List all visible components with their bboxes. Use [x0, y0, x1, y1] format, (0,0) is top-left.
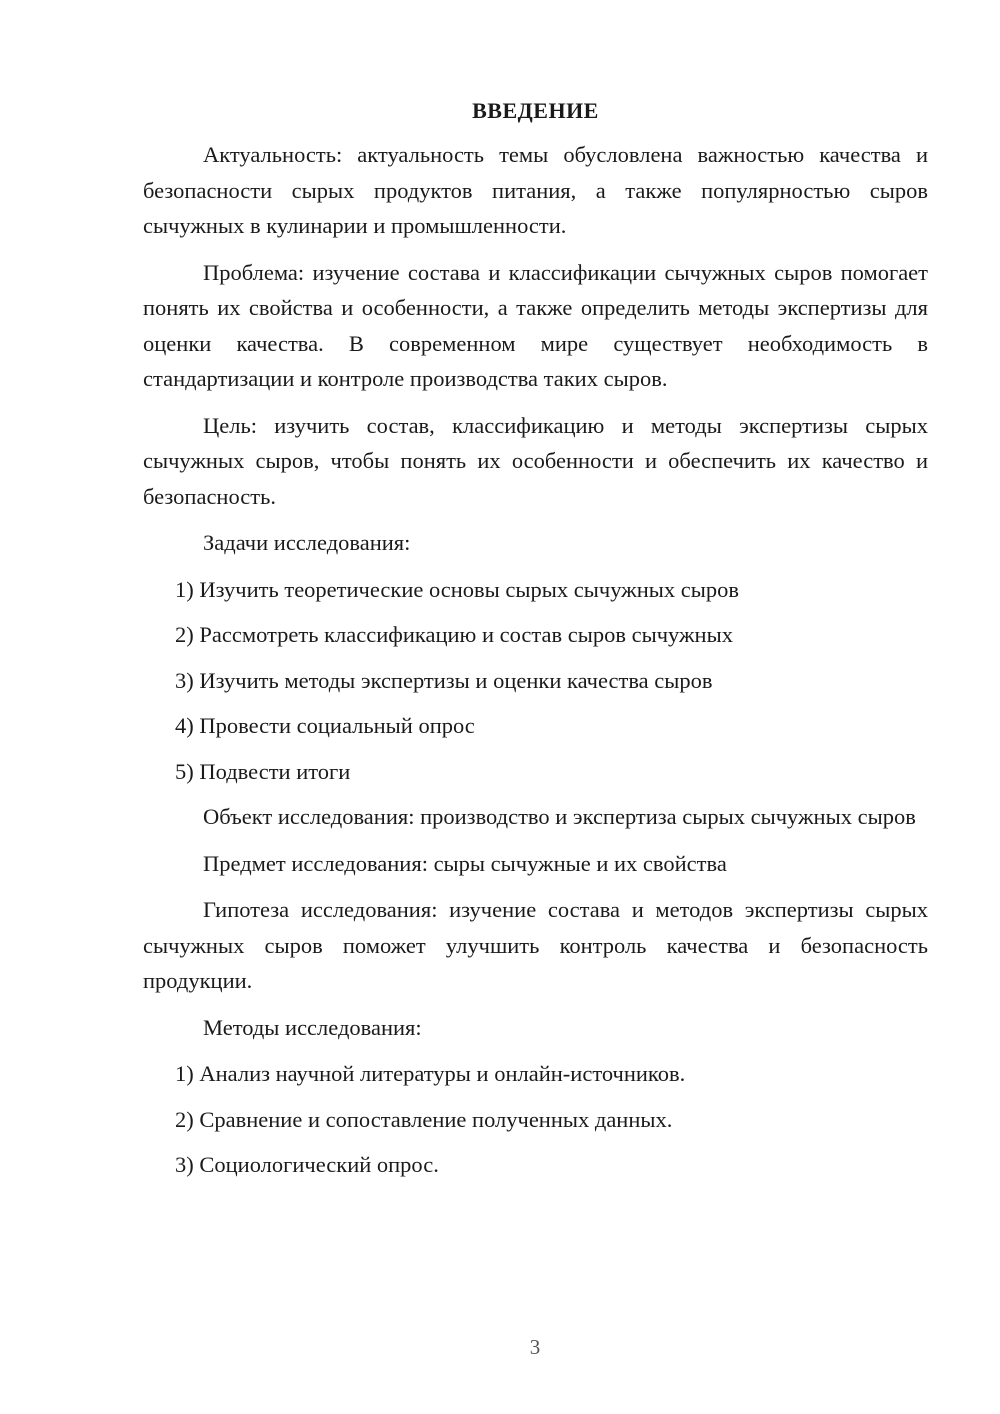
list-item: 4) Провести социальный опрос: [175, 713, 475, 738]
list-item: 3) Социологический опрос.: [175, 1152, 439, 1177]
paragraph-hypothesis: Гипотеза исследования: изучение состава и методов экспертизы сырых сычужных сыров поможет улучшить контроль качества и безопасность продукции.: [143, 897, 928, 993]
list-item: 2) Рассмотреть классификацию и состав сыров сычужных: [175, 622, 733, 647]
tasks-label: Задачи исследования:: [203, 530, 411, 555]
paragraph-relevance: Актуальность: актуальность темы обусловлена важностью качества и безопасности сырых продуктов питания, а также популярностью сыров сычужных в кулинарии и промышленности.: [143, 142, 928, 238]
list-item: 1) Анализ научной литературы и онлайн-источников.: [175, 1061, 686, 1086]
list-item: 2) Сравнение и сопоставление полученных данных.: [175, 1106, 673, 1132]
page-number: 3: [529, 1335, 541, 1359]
page-content: [143, 96, 928, 1193]
list-item: 5) Подвести итоги: [175, 758, 351, 784]
tasks-list: [143, 572, 928, 790]
methods-list: [143, 1056, 928, 1183]
list-item: 3) Изучить методы экспертизы и оценки качества сыров: [175, 667, 713, 693]
paragraph-object: Объект исследования: производство и экспертиза сырых сычужных сыров: [203, 804, 916, 829]
methods-label: Методы исследования:: [203, 1014, 422, 1040]
paragraph-problem: Проблема: изучение состава и классификации сычужных сыров помогает понять их свойства и особенности, а также определить методы экспертизы для оценки качества. В современном мире существует необходимость в стандартизации и контроле производства таких сыров.: [143, 259, 928, 391]
list-item: 1) Изучить теоретические основы сырых сычужных сыров: [175, 576, 739, 602]
page-title: ВВЕДЕНИЕ: [472, 98, 599, 123]
paragraph-subject: Предмет исследования: сыры сычужные и их свойства: [203, 850, 727, 876]
paragraph-goal: Цель: изучить состав, классификацию и методы экспертизы сырых сычужных сыров, чтобы понять их особенности и обеспечить их качество и безопасность.: [143, 412, 928, 509]
